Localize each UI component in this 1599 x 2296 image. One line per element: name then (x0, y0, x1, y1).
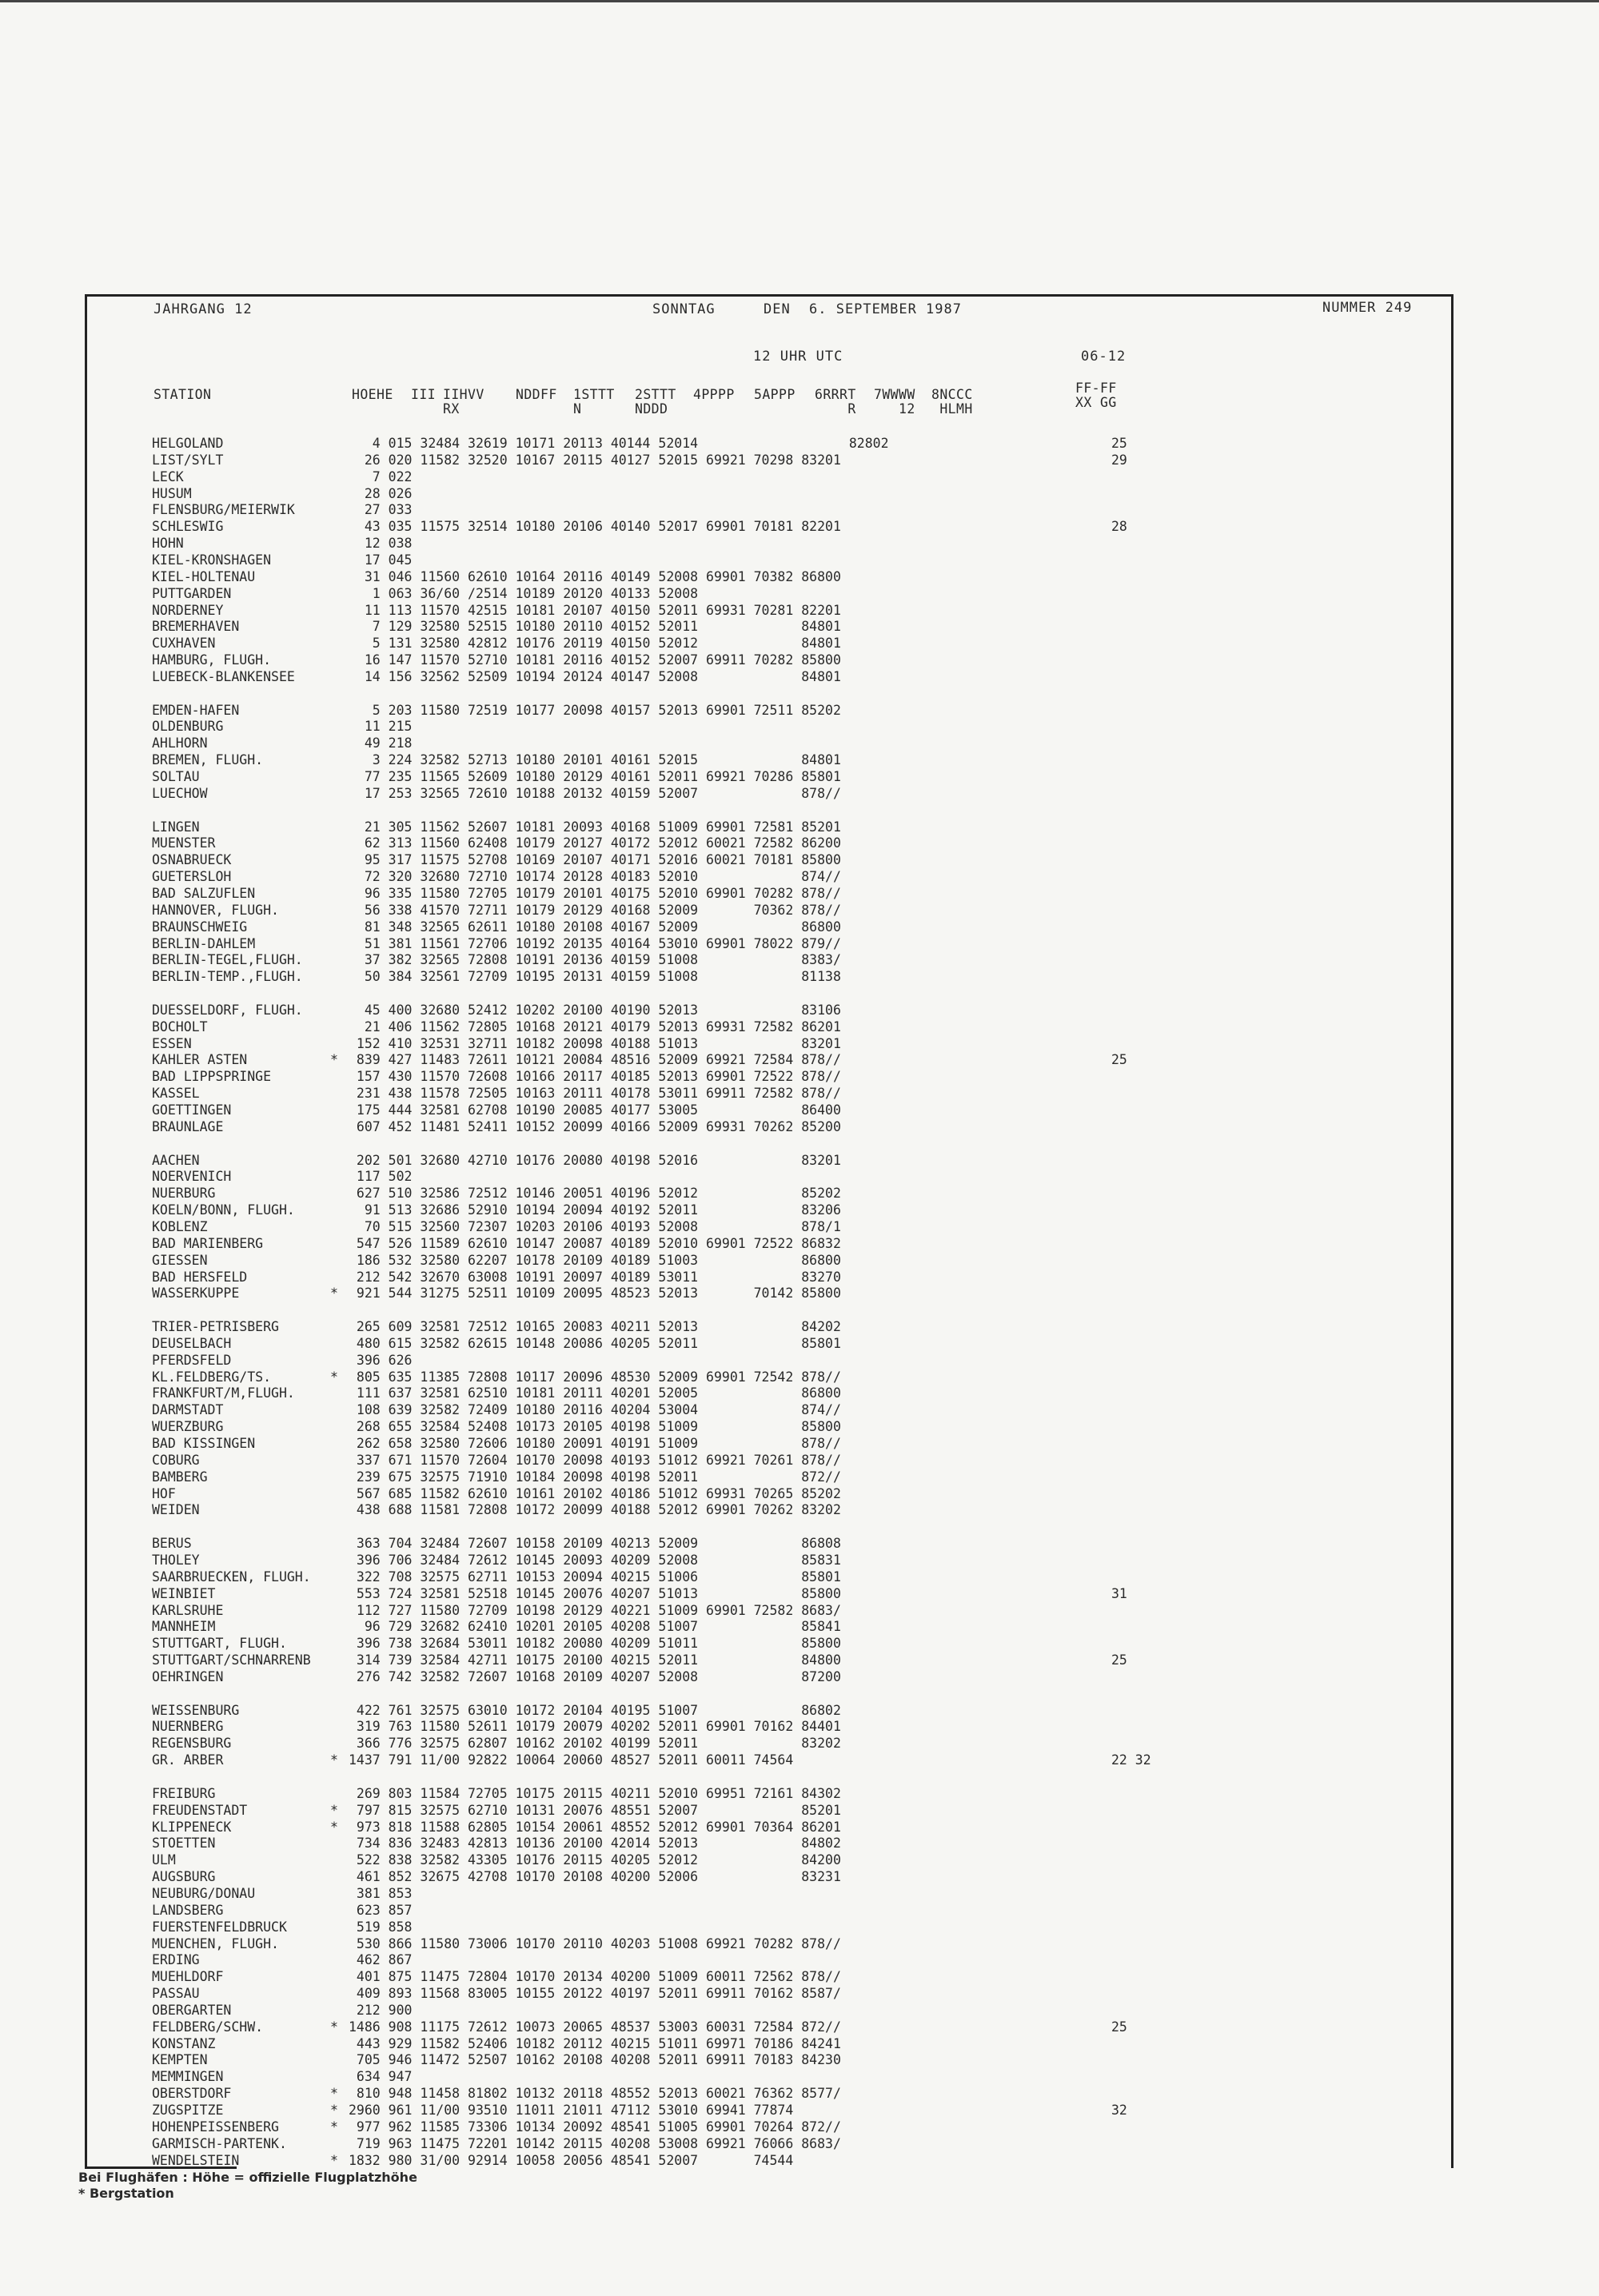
station-observation-data: 547 526 11589 62610 10147 20087 40189 52010 69901 72522 86832 (349, 1235, 841, 1251)
col-2sttt: 2STTT NDDD (635, 387, 676, 417)
station-observation-data: 805 635 11385 72808 10117 20096 48530 52009 69901 72542 878// (349, 1369, 841, 1385)
station-observation-data: 363 704 32484 72607 10158 20109 40213 52009 86808 (349, 1536, 841, 1552)
station-observation-data: 81 348 32565 62611 10180 20108 40167 52009 86800 (349, 919, 841, 935)
station-observation-data: 111 637 32581 62510 10181 20111 40201 52005 86800 (349, 1385, 841, 1401)
station-observation-data: 95 317 11575 52708 10169 20107 40171 52016 60021 70181 85800 (349, 852, 841, 868)
station-observation-data: 276 742 32582 72607 10168 20109 40207 52008 87200 (349, 1668, 841, 1684)
jahrgang-label: JAHRGANG 12 (154, 301, 253, 317)
station-name: OBERGARTEN (152, 2002, 232, 2018)
station-name: KARLSRUHE (152, 1602, 224, 1618)
issue-number: NUMMER 249 (1322, 300, 1413, 316)
station-name: NUERNBERG (152, 1719, 224, 1735)
station-name: BAD LIPPSPRINGE (152, 1069, 272, 1085)
station-observation-data: 14 156 32562 52509 10194 20124 40147 52008 84801 (349, 668, 841, 684)
station-observation-data: 21 305 11562 52607 10181 20093 40168 51009 69901 72581 85201 (349, 819, 841, 835)
station-name: THOLEY (152, 1552, 200, 1568)
col-5appp: 5APPP (754, 387, 796, 402)
col-nddff: NDDFF (516, 387, 557, 402)
gust-value: 22 32 (1111, 1752, 1151, 1768)
station-name: LUEBECK-BLANKENSEE (152, 668, 295, 684)
station-name: BERLIN-TEGEL,FLUGH. (152, 952, 303, 968)
station-name: STOETTEN (152, 1836, 216, 1852)
station-observation-data: 37 382 32565 72808 10191 20136 40159 51008 8383/ (349, 952, 841, 968)
station-observation-data: 231 438 11578 72505 10163 20111 40178 53011 69911 72582 878// (349, 1086, 841, 1102)
mountain-station-marker: * (330, 2019, 338, 2035)
station-name: BAMBERG (152, 1469, 208, 1485)
station-name: WEINBIET (152, 1585, 216, 1601)
station-observation-data: 186 532 32580 62207 10178 20109 40189 51003 86800 (349, 1252, 841, 1268)
station-observation-data: 443 929 11582 52406 10182 20112 40215 51011 69971 70186 84241 (349, 2035, 841, 2051)
station-observation-data: 265 609 32581 72512 10165 20083 40211 52013 84202 (349, 1319, 841, 1335)
station-name: HUSUM (152, 485, 192, 501)
mountain-station-marker: * (330, 2152, 338, 2168)
station-name: KOELN/BONN, FLUGH. (152, 1202, 295, 1218)
station-name: HOHN (152, 536, 184, 552)
station-name: PASSAU (152, 1986, 200, 2002)
station-observation-data: 607 452 11481 52411 10152 20099 40166 52009 69931 70262 85200 (349, 1118, 841, 1134)
station-name: ESSEN (152, 1035, 192, 1051)
station-observation-data: 175 444 32581 62708 10190 20085 40177 53005 86400 (349, 1102, 841, 1118)
station-name: GIESSEN (152, 1252, 208, 1268)
gust-value: 29 (1111, 452, 1127, 468)
station-observation-data: 553 724 32581 52518 10145 20076 40207 51013 85800 (349, 1585, 841, 1601)
station-observation-data: 2960 961 11/00 93510 11011 21011 47112 53010 69941 77874 (349, 2103, 794, 2118)
station-name: NUERBURG (152, 1186, 216, 1202)
gust-value: 31 (1111, 1585, 1127, 1601)
station-observation-data: 396 706 32484 72612 10145 20093 40209 52008 85831 (349, 1552, 841, 1568)
station-observation-data: 522 838 32582 43305 10176 20115 40205 52012 84200 (349, 1852, 841, 1868)
mountain-station-marker: * (330, 1802, 338, 1818)
station-name: LINGEN (152, 819, 200, 835)
mountain-station-marker: * (330, 1819, 338, 1835)
gust-value: 25 (1111, 1652, 1127, 1668)
station-observation-data: 396 626 (349, 1352, 413, 1368)
station-observation-data: 973 818 11588 62805 10154 20061 48552 52012 69901 70364 86201 (349, 1819, 841, 1835)
station-observation-data: 322 708 32575 62711 10153 20094 40215 51006 85801 (349, 1569, 841, 1584)
footnotes (78, 2170, 417, 2202)
time-range-label: 06-12 (1081, 349, 1126, 365)
station-observation-data: 77 235 11565 52609 10180 20129 40161 52011 69921 70286 85801 (349, 769, 841, 784)
station-observation-data: 810 948 11458 81802 10132 20118 48552 52013 60021 76362 8577/ (349, 2086, 841, 2102)
station-observation-data: 7 129 32580 52515 10180 20110 40152 52011 84801 (349, 619, 841, 635)
station-observation-data: 12 038 (349, 536, 413, 552)
station-observation-data: 1832 980 31/00 92914 10058 20056 48541 52007 74544 (349, 2152, 794, 2168)
station-name: OLDENBURG (152, 719, 224, 735)
station-name: ERDING (152, 1952, 200, 1968)
station-observation-data: 152 410 32531 32711 10182 20098 40188 51013 83201 (349, 1035, 841, 1051)
station-name: KAHLER ASTEN (152, 1052, 248, 1068)
station-name: HELGOLAND (152, 436, 224, 451)
station-name: LECK (152, 468, 184, 484)
mountain-station-marker: * (330, 1052, 338, 1068)
col-4pppp: 4PPPP (693, 387, 735, 402)
station-observation-data: 50 384 32561 72709 10195 20131 40159 51008 81138 (349, 969, 841, 985)
station-name: ULM (152, 1852, 176, 1868)
weekday-label: SONNTAG (652, 301, 716, 317)
station-name: KIEL-HOLTENAU (152, 568, 256, 584)
station-name: FUERSTENFELDBRUCK (152, 1919, 287, 1935)
station-name: KL.FELDBERG/TS. (152, 1369, 272, 1385)
station-observation-data: 366 776 32575 62807 10162 20102 40199 52011 83202 (349, 1736, 841, 1752)
station-observation-data: 51 381 11561 72706 10192 20135 40164 53010 69901 78022 879// (349, 935, 841, 951)
scan-top-border (0, 0, 1599, 2)
station-name: FREUDENSTADT (152, 1802, 248, 1818)
station-name: WUERZBURG (152, 1419, 224, 1435)
station-name: BRAUNSCHWEIG (152, 919, 248, 935)
station-name: BAD MARIENBERG (152, 1235, 264, 1251)
station-observation-data: 381 853 (349, 1885, 413, 1901)
station-name: AHLHORN (152, 735, 208, 751)
station-name: HANNOVER, FLUGH. (152, 902, 279, 918)
station-observation-data: 11 215 (349, 719, 413, 735)
station-name: BOCHOLT (152, 1018, 208, 1034)
station-observation-data: 16 147 11570 52710 10181 20116 40152 52007 69911 70282 85800 (349, 652, 841, 668)
station-observation-data: 212 900 (349, 2002, 413, 2018)
mountain-station-marker: * (330, 2086, 338, 2102)
station-name: LANDSBERG (152, 1902, 224, 1918)
station-observation-data: 21 406 11562 72805 10168 20121 40179 52013 69931 72582 86201 (349, 1018, 841, 1034)
station-name: HOHENPEISSENBERG (152, 2119, 279, 2135)
station-observation-data: 7 022 (349, 468, 413, 484)
station-name: BAD HERSFELD (152, 1269, 248, 1285)
station-name: BREMERHAVEN (152, 619, 240, 635)
station-observation-data: 268 655 32584 52408 10173 20105 40198 51009 85800 (349, 1419, 841, 1435)
station-name: SCHLESWIG (152, 519, 224, 535)
station-observation-data: 212 542 32670 63008 10191 20097 40189 53011 83270 (349, 1269, 841, 1285)
station-name: LUECHOW (152, 785, 208, 801)
station-observation-data: 461 852 32675 42708 10170 20108 40200 52006 83231 (349, 1869, 841, 1885)
station-observation-data: 31 046 11560 62610 10164 20116 40149 52008 69901 70382 86800 (349, 568, 841, 584)
station-name: HOF (152, 1485, 176, 1501)
station-name: GARMISCH-PARTENK. (152, 2135, 287, 2151)
station-name: SAARBRUECKEN, FLUGH. (152, 1569, 311, 1584)
station-observation-data: 627 510 32586 72512 10146 20051 40196 52012 85202 (349, 1186, 841, 1202)
station-observation-data: 719 963 11475 72201 10142 20115 40208 53008 69921 76066 8683/ (349, 2135, 841, 2151)
station-observation-data: 17 045 (349, 552, 413, 568)
station-name: REGENSBURG (152, 1736, 232, 1752)
station-observation-data: 567 685 11582 62610 10161 20102 40186 51012 69931 70265 85202 (349, 1485, 841, 1501)
station-observation-data: 422 761 32575 63010 10172 20104 40195 51007 86802 (349, 1702, 841, 1718)
mountain-station-marker: * (330, 2103, 338, 2118)
col-ff-ff: FF-FF XX GG (1075, 381, 1117, 410)
station-name: FRANKFURT/M,FLUGH. (152, 1385, 295, 1401)
station-observation-data: 401 875 11475 72804 10170 20134 40200 51009 60011 72562 878// (349, 1969, 841, 1985)
station-observation-data: 530 866 11580 73006 10170 20110 40203 51008 69921 70282 878// (349, 1935, 841, 1951)
station-observation-data: 462 867 (349, 1952, 413, 1968)
station-name: GOETTINGEN (152, 1102, 232, 1118)
station-observation-data: 634 947 (349, 2069, 413, 2085)
station-name: GR. ARBER (152, 1752, 224, 1768)
station-name: DUESSELDORF, FLUGH. (152, 1002, 303, 1018)
station-name: LIST/SYLT (152, 452, 224, 468)
station-observation-data: 62 313 11560 62408 10179 20127 40172 52012 60021 72582 86200 (349, 835, 841, 851)
station-observation-data: 108 639 32582 72409 10180 20116 40204 53004 874// (349, 1402, 841, 1418)
station-observation-data: 27 033 (349, 502, 413, 518)
col-hoehe: HOEHE (352, 387, 393, 402)
station-name: BREMEN, FLUGH. (152, 752, 264, 768)
station-name: ZUGSPITZE (152, 2103, 224, 2118)
station-name: MUEHLDORF (152, 1969, 224, 1985)
col-station: STATION (154, 387, 212, 402)
station-observation-data: 734 836 32483 42813 10136 20100 42014 52013 84802 (349, 1836, 841, 1852)
station-name: BERLIN-DAHLEM (152, 935, 256, 951)
station-name: GUETERSLOH (152, 869, 232, 885)
station-observation-data: 112 727 11580 72709 10198 20129 40221 51009 69901 72582 8683/ (349, 1602, 841, 1618)
station-observation-data: 262 658 32580 72606 10180 20091 40191 51009 878// (349, 1436, 841, 1451)
gust-value: 28 (1111, 519, 1127, 535)
station-name: BAD SALZUFLEN (152, 885, 256, 901)
station-observation-data: 11 113 11570 42515 10181 20107 40150 52011 69931 70281 82201 (349, 602, 841, 618)
mountain-station-marker: * (330, 2119, 338, 2135)
station-observation-data: 56 338 41570 72711 10179 20129 40168 52009 70362 878// (349, 902, 841, 918)
station-observation-data: 1486 908 11175 72612 10073 20065 48537 53003 60031 72584 872// (349, 2019, 841, 2035)
col-1sttt: 1STTT N (573, 387, 615, 417)
footnote-mountain: * Bergstation (78, 2186, 174, 2201)
station-observation-data: 623 857 (349, 1902, 413, 1918)
station-observation-data: 409 893 11568 83005 10155 20122 40197 52011 69911 70162 8587/ (349, 1986, 841, 2002)
station-name: COBURG (152, 1452, 200, 1468)
station-observation-data: 314 739 32584 42711 10175 20100 40215 52011 84800 (349, 1652, 841, 1668)
station-observation-data: 839 427 11483 72611 10121 20084 48516 52009 69921 72584 878// (349, 1052, 841, 1068)
gust-value: 32 (1111, 2103, 1127, 2118)
station-name: STUTTGART/SCHNARRENB (152, 1652, 311, 1668)
gust-value: 25 (1111, 1052, 1127, 1068)
utc-time-label: 12 UHR UTC (753, 349, 843, 365)
station-name: BAD KISSINGEN (152, 1436, 256, 1451)
station-name: OBERSTDORF (152, 2086, 232, 2102)
station-name: WEISSENBURG (152, 1702, 240, 1718)
footnote-airport: Bei Flughäfen : Höhe = offizielle Flugplatzhöhe (78, 2170, 417, 2185)
mountain-station-marker: * (330, 1286, 338, 1301)
station-name: AUGSBURG (152, 1869, 216, 1885)
station-name: DARMSTADT (152, 1402, 224, 1418)
station-name: KOBLENZ (152, 1218, 208, 1234)
station-name: MUENCHEN, FLUGH. (152, 1935, 279, 1951)
station-observation-data: 396 738 32684 53011 10182 20080 40209 51011 85800 (349, 1636, 841, 1652)
station-observation-data: 239 675 32575 71910 10184 20098 40198 52011 872// (349, 1469, 841, 1485)
station-observation-data: 1437 791 11/00 92822 10064 20060 48527 52011 60011 74564 (349, 1752, 794, 1768)
station-name: STUTTGART, FLUGH. (152, 1636, 287, 1652)
station-name: OEHRINGEN (152, 1668, 224, 1684)
gust-value: 25 (1111, 436, 1127, 451)
station-observation-data: 269 803 11584 72705 10175 20115 40211 52010 69951 72161 84302 (349, 1785, 841, 1801)
station-name: KONSTANZ (152, 2035, 216, 2051)
col-6rrrt: 6RRRT R (815, 387, 856, 417)
station-name: SOLTAU (152, 769, 200, 784)
station-name: BRAUNLAGE (152, 1118, 224, 1134)
station-name: KIEL-KRONSHAGEN (152, 552, 272, 568)
mountain-station-marker: * (330, 1752, 338, 1768)
station-observation-data: 91 513 32686 52910 10194 20094 40192 52011 83206 (349, 1202, 841, 1218)
station-name: MEMMINGEN (152, 2069, 224, 2085)
station-name: FREIBURG (152, 1785, 216, 1801)
station-observation-data: 43 035 11575 32514 10180 20106 40140 52017 69901 70181 82201 (349, 519, 841, 535)
station-observation-data: 319 763 11580 52611 10179 20079 40202 52011 69901 70162 84401 (349, 1719, 841, 1735)
station-name: MUENSTER (152, 835, 216, 851)
station-observation-data: 45 400 32680 52412 10202 20100 40190 52013 83106 (349, 1002, 841, 1018)
station-observation-data: 26 020 11582 32520 10167 20115 40127 52015 69921 70298 83201 (349, 452, 841, 468)
station-name: HAMBURG, FLUGH. (152, 652, 272, 668)
station-observation-data: 96 729 32682 62410 10201 20105 40208 51007 85841 (349, 1619, 841, 1635)
station-observation-data: 96 335 11580 72705 10179 20101 40175 52010 69901 70282 878// (349, 885, 841, 901)
station-observation-data: 4 015 32484 32619 10171 20113 40144 52014 82802 (349, 436, 889, 451)
station-name: NOERVENICH (152, 1169, 232, 1185)
station-observation-data: 70 515 32560 72307 10203 20106 40193 52008 878/1 (349, 1218, 841, 1234)
mountain-station-marker: * (330, 1369, 338, 1385)
station-name: FELDBERG/SCHW. (152, 2019, 264, 2035)
station-observation-data: 977 962 11585 73306 10134 20092 48541 51005 69901 70264 872// (349, 2119, 841, 2135)
col-iihvv: IIHVV RX (443, 387, 484, 417)
station-observation-data: 28 026 (349, 485, 413, 501)
col-8nccc: 8NCCC HLMH (931, 387, 973, 417)
station-name: WENDELSTEIN (152, 2152, 240, 2168)
station-observation-data: 3 224 32582 52713 10180 20101 40161 52015 84801 (349, 752, 841, 768)
station-name: TRIER-PETRISBERG (152, 1319, 279, 1335)
station-observation-data: 480 615 32582 62615 10148 20086 40205 52011 85801 (349, 1335, 841, 1351)
station-observation-data: 117 502 (349, 1169, 413, 1185)
station-observation-data: 797 815 32575 62710 10131 20076 48551 52007 85201 (349, 1802, 841, 1818)
station-name: EMDEN-HAFEN (152, 702, 240, 718)
gust-value: 25 (1111, 2019, 1127, 2035)
station-name: MANNHEIM (152, 1619, 216, 1635)
station-observation-data: 438 688 11581 72808 10172 20099 40188 52012 69901 70262 83202 (349, 1502, 841, 1518)
station-name: KLIPPENECK (152, 1819, 232, 1835)
station-name: FLENSBURG/MEIERWIK (152, 502, 295, 518)
station-observation-data: 921 544 31275 52511 10109 20095 48523 52013 70142 85800 (349, 1286, 841, 1301)
station-name: WASSERKUPPE (152, 1286, 240, 1301)
station-name: AACHEN (152, 1152, 200, 1168)
station-name: BERUS (152, 1536, 192, 1552)
station-observation-data: 1 063 36/60 /2514 10189 20120 40133 52008 (349, 585, 699, 601)
station-name: CUXHAVEN (152, 636, 216, 652)
station-name: KEMPTEN (152, 2052, 208, 2068)
station-observation-data: 5 131 32580 42812 10176 20119 40150 52012 84801 (349, 636, 841, 652)
station-name: PUTTGARDEN (152, 585, 232, 601)
den-label: DEN (764, 301, 791, 317)
station-name: OSNABRUECK (152, 852, 232, 868)
station-name: PFERDSFELD (152, 1352, 232, 1368)
station-observation-data: 202 501 32680 42710 10176 20080 40198 52016 83201 (349, 1152, 841, 1168)
station-name: WEIDEN (152, 1502, 200, 1518)
station-observation-data: 5 203 11580 72519 10177 20098 40157 52013 69901 72511 85202 (349, 702, 841, 718)
date-label: 6. SEPTEMBER 1987 (809, 301, 962, 317)
station-name: DEUSELBACH (152, 1335, 232, 1351)
station-observation-data: 17 253 32565 72610 10188 20132 40159 52007 878// (349, 785, 841, 801)
station-observation-data: 337 671 11570 72604 10170 20098 40193 51012 69921 70261 878// (349, 1452, 841, 1468)
station-name: NEUBURG/DONAU (152, 1885, 256, 1901)
station-observation-data: 519 858 (349, 1919, 413, 1935)
station-observation-data: 72 320 32680 72710 10174 20128 40183 52010 874// (349, 869, 841, 885)
station-observation-data: 157 430 11570 72608 10166 20117 40185 52013 69901 72522 878// (349, 1069, 841, 1085)
station-name: NORDERNEY (152, 602, 224, 618)
station-observation-data: 705 946 11472 52507 10162 20108 40208 52011 69911 70183 84230 (349, 2052, 841, 2068)
col-7wwww: 7WWWW 12 (874, 387, 915, 417)
col-iii: III (411, 387, 437, 402)
station-observation-data: 49 218 (349, 735, 413, 751)
station-name: BERLIN-TEMP.,FLUGH. (152, 969, 303, 985)
station-name: KASSEL (152, 1086, 200, 1102)
